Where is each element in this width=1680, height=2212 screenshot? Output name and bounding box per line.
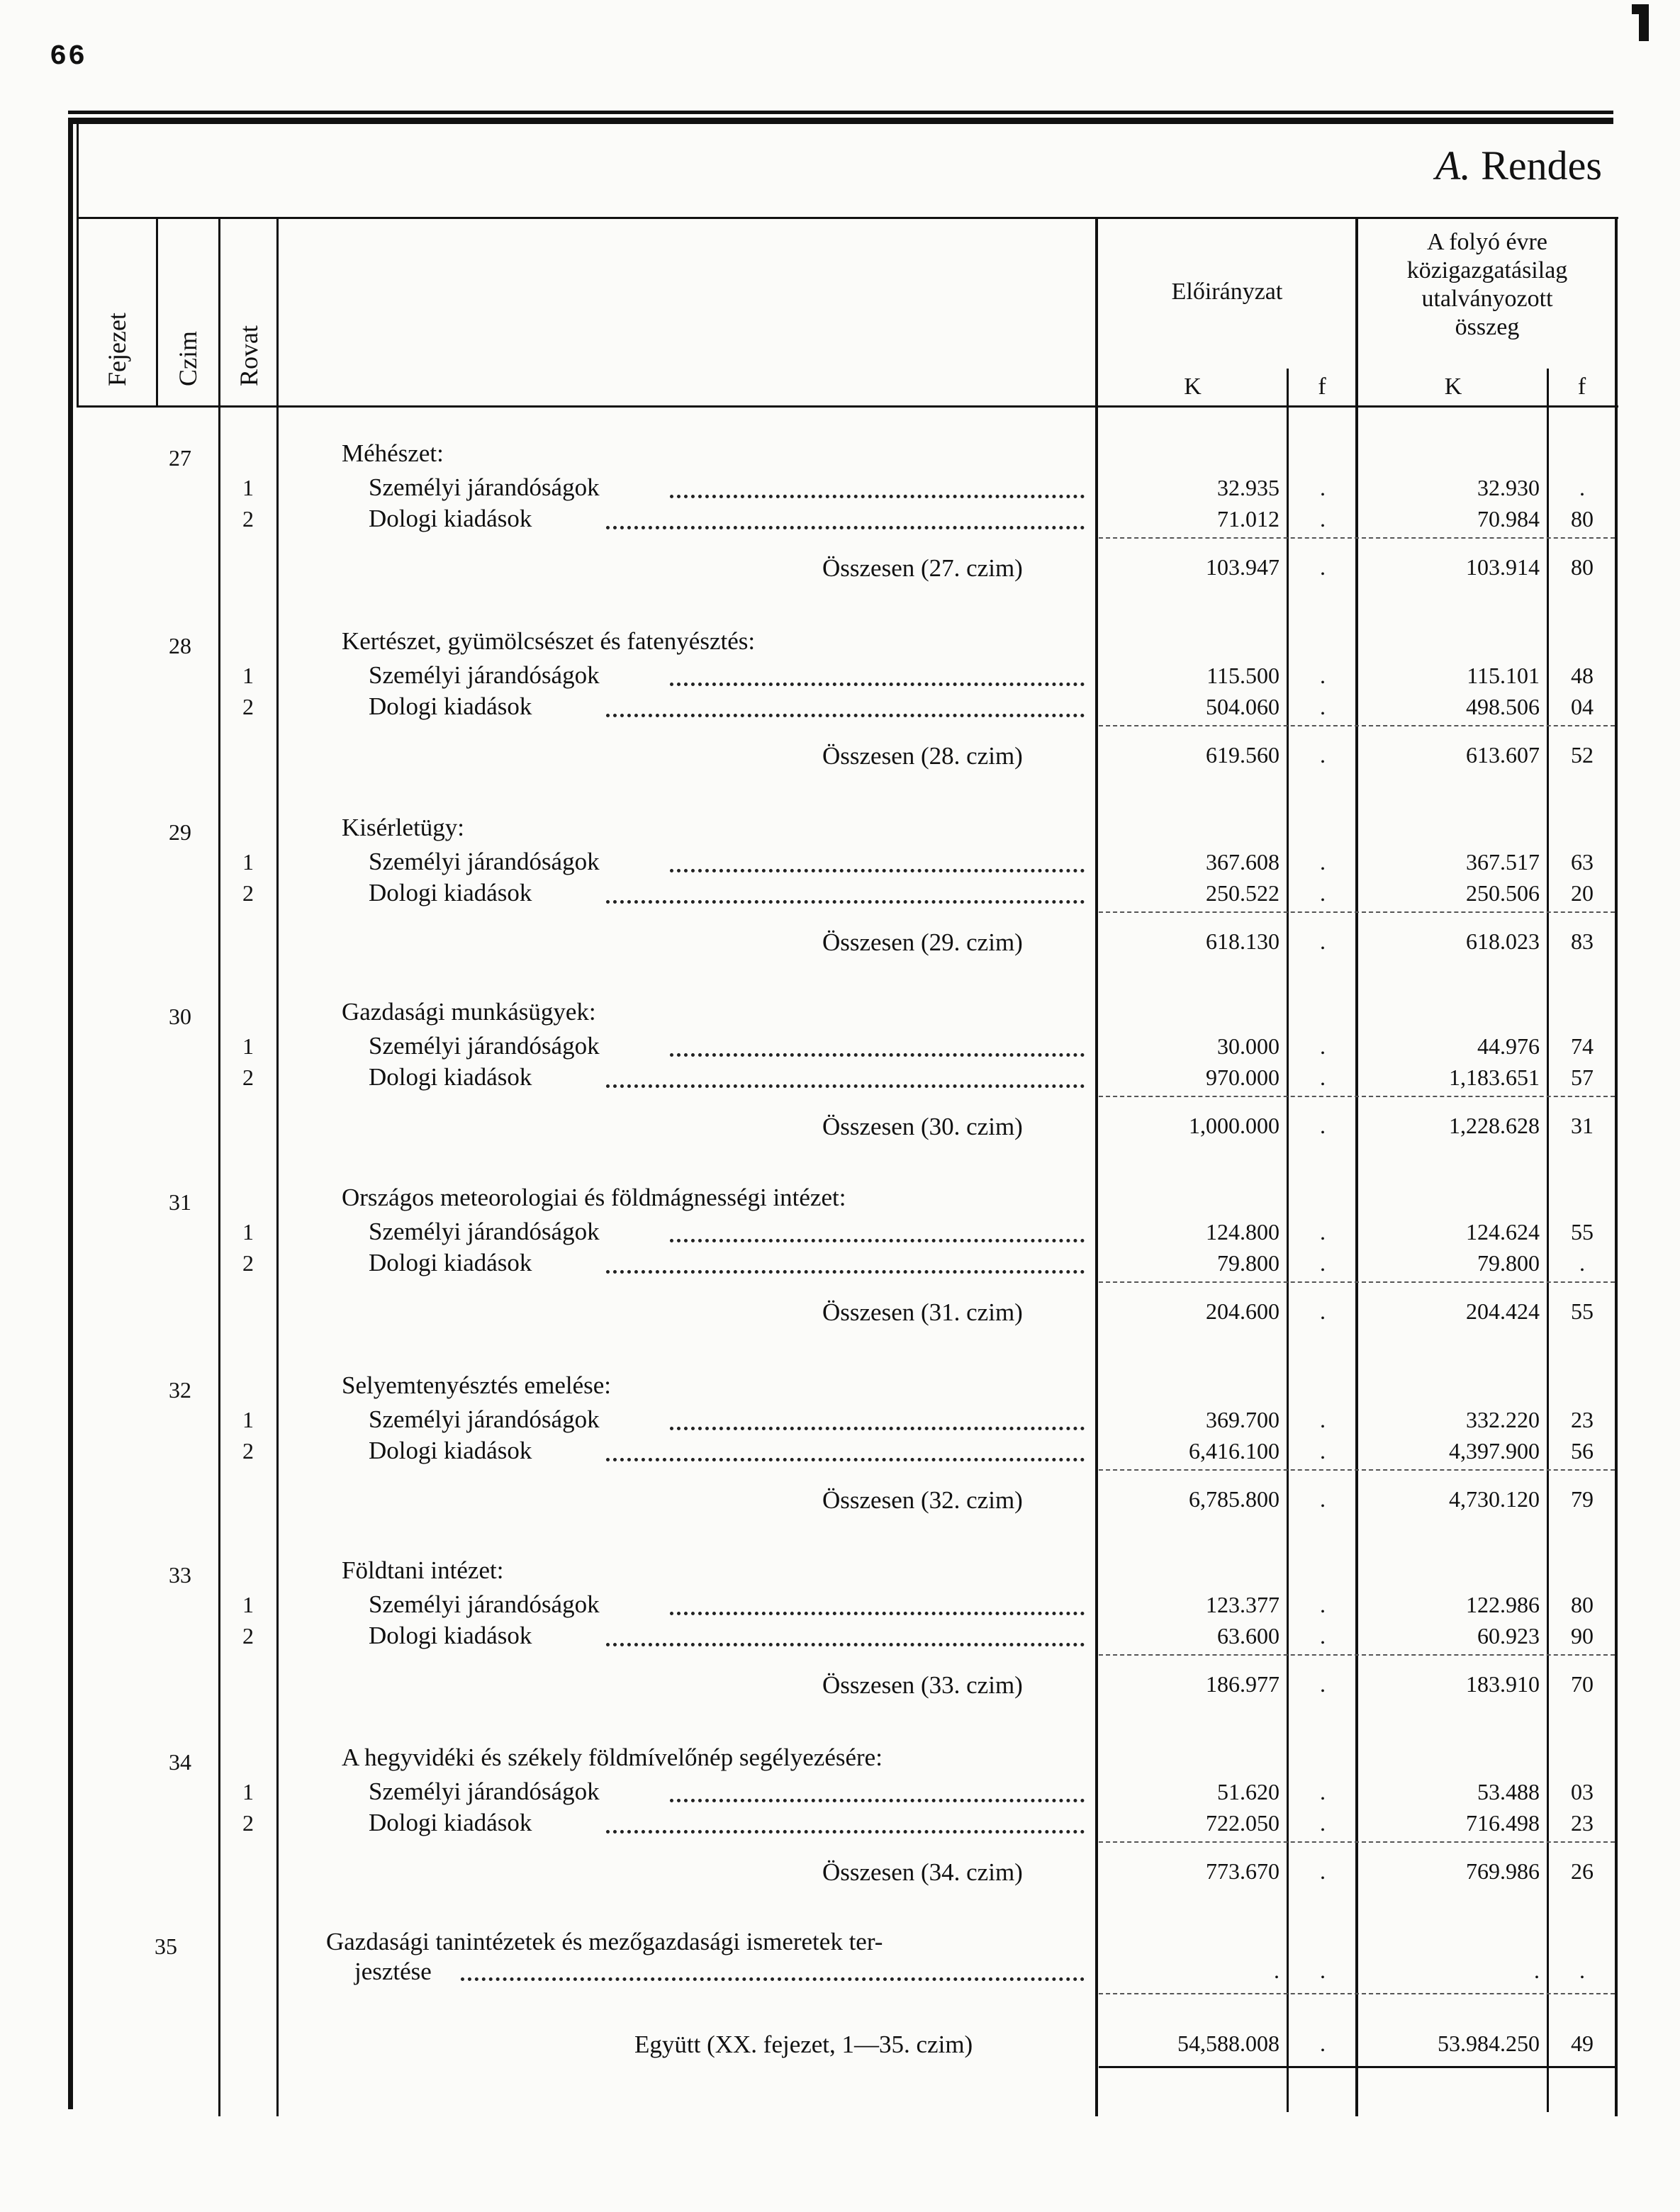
row-label: Dologi kiadások xyxy=(369,1063,532,1091)
row-value-f1: . xyxy=(1320,475,1326,500)
header-k2: K xyxy=(1444,374,1462,400)
row-value-f1: . xyxy=(1320,1810,1326,1836)
section-total-f1: . xyxy=(1320,554,1326,580)
corner-mark xyxy=(1639,4,1649,41)
rovat-number: 2 xyxy=(242,1438,254,1464)
subtotal-rule xyxy=(1099,725,1615,726)
row-value-f2: . xyxy=(1579,1958,1585,1983)
row-label: Személyi járandóságok xyxy=(369,1590,600,1618)
section-total-f2: 31 xyxy=(1571,1113,1594,1138)
leader-dots xyxy=(670,1049,1085,1057)
section-heading: Kisérletügy: xyxy=(342,814,465,841)
row-value-k1: 722.050 xyxy=(1206,1810,1279,1836)
row-value-k1: 369.700 xyxy=(1206,1407,1279,1432)
rovat-number: 2 xyxy=(242,1065,254,1090)
leader-dots xyxy=(670,490,1085,498)
czim-number: 32 xyxy=(169,1377,191,1403)
top-rule-thin xyxy=(68,111,1613,114)
section-total-k2: 204.424 xyxy=(1466,1298,1540,1324)
rovat-number: 1 xyxy=(242,1219,254,1245)
rovat-number: 1 xyxy=(242,1779,254,1804)
section-total-k2: 618.023 xyxy=(1466,928,1540,954)
section-total-label: Összesen (32. czim) xyxy=(822,1486,1023,1514)
col-sep-rovat xyxy=(276,217,279,2116)
rovat-number: 1 xyxy=(242,475,254,500)
rovat-number: 2 xyxy=(242,880,254,906)
row-value-k1: 250.522 xyxy=(1206,880,1279,906)
row-label: Személyi járandóságok xyxy=(369,1778,600,1805)
row-value-k1: 71.012 xyxy=(1217,506,1279,532)
section-total-k1: 204.600 xyxy=(1206,1298,1279,1324)
section-total-label: Összesen (34. czim) xyxy=(822,1858,1023,1886)
row-value-f2: 04 xyxy=(1571,694,1594,719)
rovat-number: 2 xyxy=(242,1810,254,1836)
grand-total-f1: . xyxy=(1320,2031,1326,2056)
leader-dots xyxy=(670,865,1085,872)
leader-dots xyxy=(670,678,1085,686)
row-value-f2: 63 xyxy=(1571,849,1594,875)
row-value-k2: 53.488 xyxy=(1477,1779,1540,1804)
section-total-k1: 618.130 xyxy=(1206,928,1279,954)
section-heading-cont: jesztése xyxy=(354,1958,432,1985)
row-value-k1: 115.500 xyxy=(1206,663,1279,688)
section-total-label: Összesen (31. czim) xyxy=(822,1298,1023,1326)
rovat-number: 2 xyxy=(242,1623,254,1649)
row-label: Dologi kiadások xyxy=(369,1622,532,1649)
header-rovat: Rovat xyxy=(235,325,263,386)
section-total-label: Összesen (33. czim) xyxy=(822,1671,1023,1699)
czim-number: 35 xyxy=(155,1933,177,1959)
section-total-f2: 83 xyxy=(1571,928,1594,954)
rovat-number: 2 xyxy=(242,694,254,719)
row-value-k1: 32.935 xyxy=(1217,475,1279,500)
row-value-f2: 57 xyxy=(1571,1065,1594,1090)
row-value-f1: . xyxy=(1320,506,1326,532)
row-value-k1: 63.600 xyxy=(1217,1623,1279,1649)
section-heading: Földtani intézet: xyxy=(342,1556,504,1584)
left-border-inner xyxy=(77,124,79,408)
section-total-f1: . xyxy=(1320,742,1326,768)
subtotal-rule xyxy=(1099,1993,1615,1994)
section-total-f1: . xyxy=(1320,928,1326,954)
row-value-f1: . xyxy=(1320,1407,1326,1432)
section-total-f1: . xyxy=(1320,1298,1326,1324)
row-value-k2: 498.506 xyxy=(1466,694,1540,719)
row-label: Személyi járandóságok xyxy=(369,1218,600,1245)
section-heading: Gazdasági munkásügyek: xyxy=(342,998,596,1026)
leader-dots xyxy=(606,1080,1085,1088)
row-value-k1: 970.000 xyxy=(1206,1065,1279,1090)
row-value-k2: 60.923 xyxy=(1477,1623,1540,1649)
col-sep-czim xyxy=(218,217,220,2116)
czim-number: 31 xyxy=(169,1189,191,1215)
leader-dots xyxy=(670,1422,1085,1430)
subtotal-rule xyxy=(1099,1096,1615,1097)
section-total-f1: . xyxy=(1320,1486,1326,1512)
row-value-k1: 51.620 xyxy=(1217,1779,1279,1804)
row-value-k1: 123.377 xyxy=(1206,1592,1279,1617)
row-label: Személyi járandóságok xyxy=(369,473,600,501)
section-total-k2: 103.914 xyxy=(1466,554,1540,580)
rovat-number: 1 xyxy=(242,849,254,875)
row-label: Dologi kiadások xyxy=(369,692,532,720)
leader-dots xyxy=(606,1826,1085,1834)
czim-number: 27 xyxy=(169,445,191,471)
section-heading: Kertészet, gyümölcsészet és fatenyésztés: xyxy=(342,627,756,655)
rovat-number: 1 xyxy=(242,1592,254,1617)
section-heading: Országos meteorologiai és földmágnességi intézet: xyxy=(342,1184,846,1211)
row-value-f1: . xyxy=(1320,1779,1326,1804)
row-value-f1: . xyxy=(1320,694,1326,719)
section-total-f1: . xyxy=(1320,1113,1326,1138)
row-value-f2: 23 xyxy=(1571,1407,1594,1432)
row-value-k2: 367.517 xyxy=(1466,849,1540,875)
row-value-f2: 56 xyxy=(1571,1438,1594,1464)
row-label: Dologi kiadások xyxy=(369,1249,532,1276)
row-value-f2: 55 xyxy=(1571,1219,1594,1245)
leader-dots xyxy=(606,709,1085,717)
section-total-f2: 70 xyxy=(1571,1671,1594,1697)
section-total-f2: 79 xyxy=(1571,1486,1594,1512)
section-title: A. Rendes xyxy=(1435,142,1602,189)
section-total-k1: 6,785.800 xyxy=(1189,1486,1279,1512)
row-value-k1: 6,416.100 xyxy=(1189,1438,1279,1464)
row-value-f2: . xyxy=(1579,475,1585,500)
header-czim: Czim xyxy=(174,331,202,386)
row-value-k1: 124.800 xyxy=(1206,1219,1279,1245)
row-value-k1: 79.800 xyxy=(1217,1250,1279,1276)
subtotal-rule xyxy=(1099,1654,1615,1656)
section-total-k1: 186.977 xyxy=(1206,1671,1279,1697)
row-value-k2: 124.624 xyxy=(1466,1219,1540,1245)
row-value-f1: . xyxy=(1320,1219,1326,1245)
leader-dots xyxy=(670,1235,1085,1242)
row-value-k1: . xyxy=(1274,1958,1279,1983)
left-border-outer xyxy=(68,118,73,2109)
section-total-k2: 613.607 xyxy=(1466,742,1540,768)
row-label: Személyi járandóságok xyxy=(369,1405,600,1433)
row-value-f2: 80 xyxy=(1571,1592,1594,1617)
row-value-f2: 03 xyxy=(1571,1779,1594,1804)
rovat-number: 1 xyxy=(242,1033,254,1059)
row-label: Dologi kiadások xyxy=(369,1437,532,1464)
header-bottom-rule xyxy=(77,405,1618,408)
rovat-number: 1 xyxy=(242,663,254,688)
section-total-f1: . xyxy=(1320,1858,1326,1884)
row-value-k2: 4,397.900 xyxy=(1449,1438,1540,1464)
row-label: Dologi kiadások xyxy=(369,1809,532,1836)
section-total-k1: 103.947 xyxy=(1206,554,1279,580)
row-value-k2: 79.800 xyxy=(1477,1250,1540,1276)
section-total-f2: 80 xyxy=(1571,554,1594,580)
col-sep-label xyxy=(1095,217,1098,2116)
section-total-k1: 773.670 xyxy=(1206,1858,1279,1884)
header-k1: K xyxy=(1184,374,1202,400)
section-total-k2: 183.910 xyxy=(1466,1671,1540,1697)
row-value-f2: 48 xyxy=(1571,663,1594,688)
subtotal-rule xyxy=(1099,911,1615,913)
row-value-k1: 30.000 xyxy=(1217,1033,1279,1059)
col-sep-k2 xyxy=(1547,369,1549,2112)
row-value-f1: . xyxy=(1320,880,1326,906)
grand-total-k1: 54,588.008 xyxy=(1177,2031,1279,2056)
czim-number: 30 xyxy=(169,1004,191,1029)
grand-total-label: Együtt (XX. fejezet, 1—35. czim) xyxy=(634,2031,973,2058)
right-border xyxy=(1615,217,1618,2116)
row-value-k2: 122.986 xyxy=(1466,1592,1540,1617)
row-value-f1: . xyxy=(1320,1250,1326,1276)
row-value-f2: 90 xyxy=(1571,1623,1594,1649)
row-value-f1: . xyxy=(1320,663,1326,688)
header-utalvanyozott: A folyó évre közigazgatásilag utalványozott összeg xyxy=(1406,229,1568,340)
row-value-k2: . xyxy=(1534,1958,1540,1983)
page-number: 66 xyxy=(50,41,87,73)
rovat-number: 2 xyxy=(242,506,254,532)
subtotal-rule xyxy=(1099,537,1615,539)
subtotal-rule xyxy=(1099,1281,1615,1283)
leader-dots xyxy=(670,1795,1085,1802)
row-value-f1: . xyxy=(1320,1958,1326,1983)
section-total-k2: 769.986 xyxy=(1466,1858,1540,1884)
section-total-label: Összesen (30. czim) xyxy=(822,1113,1023,1140)
col-sep-f1 xyxy=(1355,217,1358,2116)
row-value-f2: 23 xyxy=(1571,1810,1594,1836)
leader-dots xyxy=(606,1454,1085,1461)
leader-dots xyxy=(606,896,1085,904)
section-total-f2: 55 xyxy=(1571,1298,1594,1324)
leader-dots xyxy=(606,1639,1085,1646)
row-label: Személyi járandóságok xyxy=(369,848,600,875)
section-heading: Gazdasági tanintézetek és mezőgazdasági ismeretek ter- xyxy=(326,1928,883,1955)
row-value-k1: 504.060 xyxy=(1206,694,1279,719)
section-total-label: Összesen (28. czim) xyxy=(822,742,1023,770)
top-rule-thick xyxy=(68,118,1613,124)
header-f2: f xyxy=(1577,374,1586,400)
grand-total-f2: 49 xyxy=(1571,2031,1594,2056)
leader-dots xyxy=(461,1973,1085,1981)
row-value-k2: 716.498 xyxy=(1466,1810,1540,1836)
row-label: Személyi járandóságok xyxy=(369,1032,600,1060)
header-f1: f xyxy=(1318,374,1326,400)
row-value-k2: 32.930 xyxy=(1477,475,1540,500)
leader-dots xyxy=(670,1607,1085,1615)
section-heading: Méhészet: xyxy=(342,439,444,467)
section-total-f1: . xyxy=(1320,1671,1326,1697)
section-total-label: Összesen (27. czim) xyxy=(822,554,1023,582)
row-value-f1: . xyxy=(1320,849,1326,875)
header-top-rule xyxy=(77,217,1618,219)
row-value-k2: 1,183.651 xyxy=(1449,1065,1540,1090)
row-value-f1: . xyxy=(1320,1033,1326,1059)
subtotal-rule xyxy=(1099,1469,1615,1471)
leader-dots xyxy=(606,1266,1085,1274)
grand-total-k2: 53.984.250 xyxy=(1438,2031,1540,2056)
section-total-k2: 1,228.628 xyxy=(1449,1113,1540,1138)
czim-number: 29 xyxy=(169,819,191,845)
grand-total-rule xyxy=(1099,2066,1615,2068)
section-total-label: Összesen (29. czim) xyxy=(822,928,1023,956)
czim-number: 34 xyxy=(169,1749,191,1775)
header-fejezet: Fejezet xyxy=(103,313,131,386)
row-value-f2: . xyxy=(1579,1250,1585,1276)
section-total-k1: 619.560 xyxy=(1206,742,1279,768)
row-value-f1: . xyxy=(1320,1623,1326,1649)
row-label: Dologi kiadások xyxy=(369,505,532,532)
row-label: Dologi kiadások xyxy=(369,879,532,906)
section-heading: Selyemtenyésztés emelése: xyxy=(342,1371,611,1399)
col-sep-k1 xyxy=(1287,369,1289,2112)
row-value-f1: . xyxy=(1320,1065,1326,1090)
czim-number: 28 xyxy=(169,633,191,658)
row-value-k2: 115.101 xyxy=(1467,663,1540,688)
row-value-f2: 80 xyxy=(1571,506,1594,532)
czim-number: 33 xyxy=(169,1562,191,1588)
row-value-f2: 20 xyxy=(1571,880,1594,906)
rovat-number: 1 xyxy=(242,1407,254,1432)
section-total-k2: 4,730.120 xyxy=(1449,1486,1540,1512)
row-value-k2: 70.984 xyxy=(1477,506,1540,532)
row-label: Személyi járandóságok xyxy=(369,661,600,689)
row-value-k2: 44.976 xyxy=(1477,1033,1540,1059)
row-value-k2: 332.220 xyxy=(1466,1407,1540,1432)
subtotal-rule xyxy=(1099,1841,1615,1843)
section-heading: A hegyvidéki és székely földmívelőnép segélyezésére: xyxy=(342,1744,883,1771)
section-total-f2: 52 xyxy=(1571,742,1594,768)
row-value-f1: . xyxy=(1320,1438,1326,1464)
row-value-k1: 367.608 xyxy=(1206,849,1279,875)
row-value-k2: 250.506 xyxy=(1466,880,1540,906)
header-eloiranyzat: Előirányzat xyxy=(1171,279,1283,305)
leader-dots xyxy=(606,522,1085,529)
rovat-number: 2 xyxy=(242,1250,254,1276)
section-total-k1: 1,000.000 xyxy=(1189,1113,1279,1138)
col-sep-fejezet xyxy=(156,217,158,407)
section-total-f2: 26 xyxy=(1571,1858,1594,1884)
row-value-f2: 74 xyxy=(1571,1033,1594,1059)
row-value-f1: . xyxy=(1320,1592,1326,1617)
